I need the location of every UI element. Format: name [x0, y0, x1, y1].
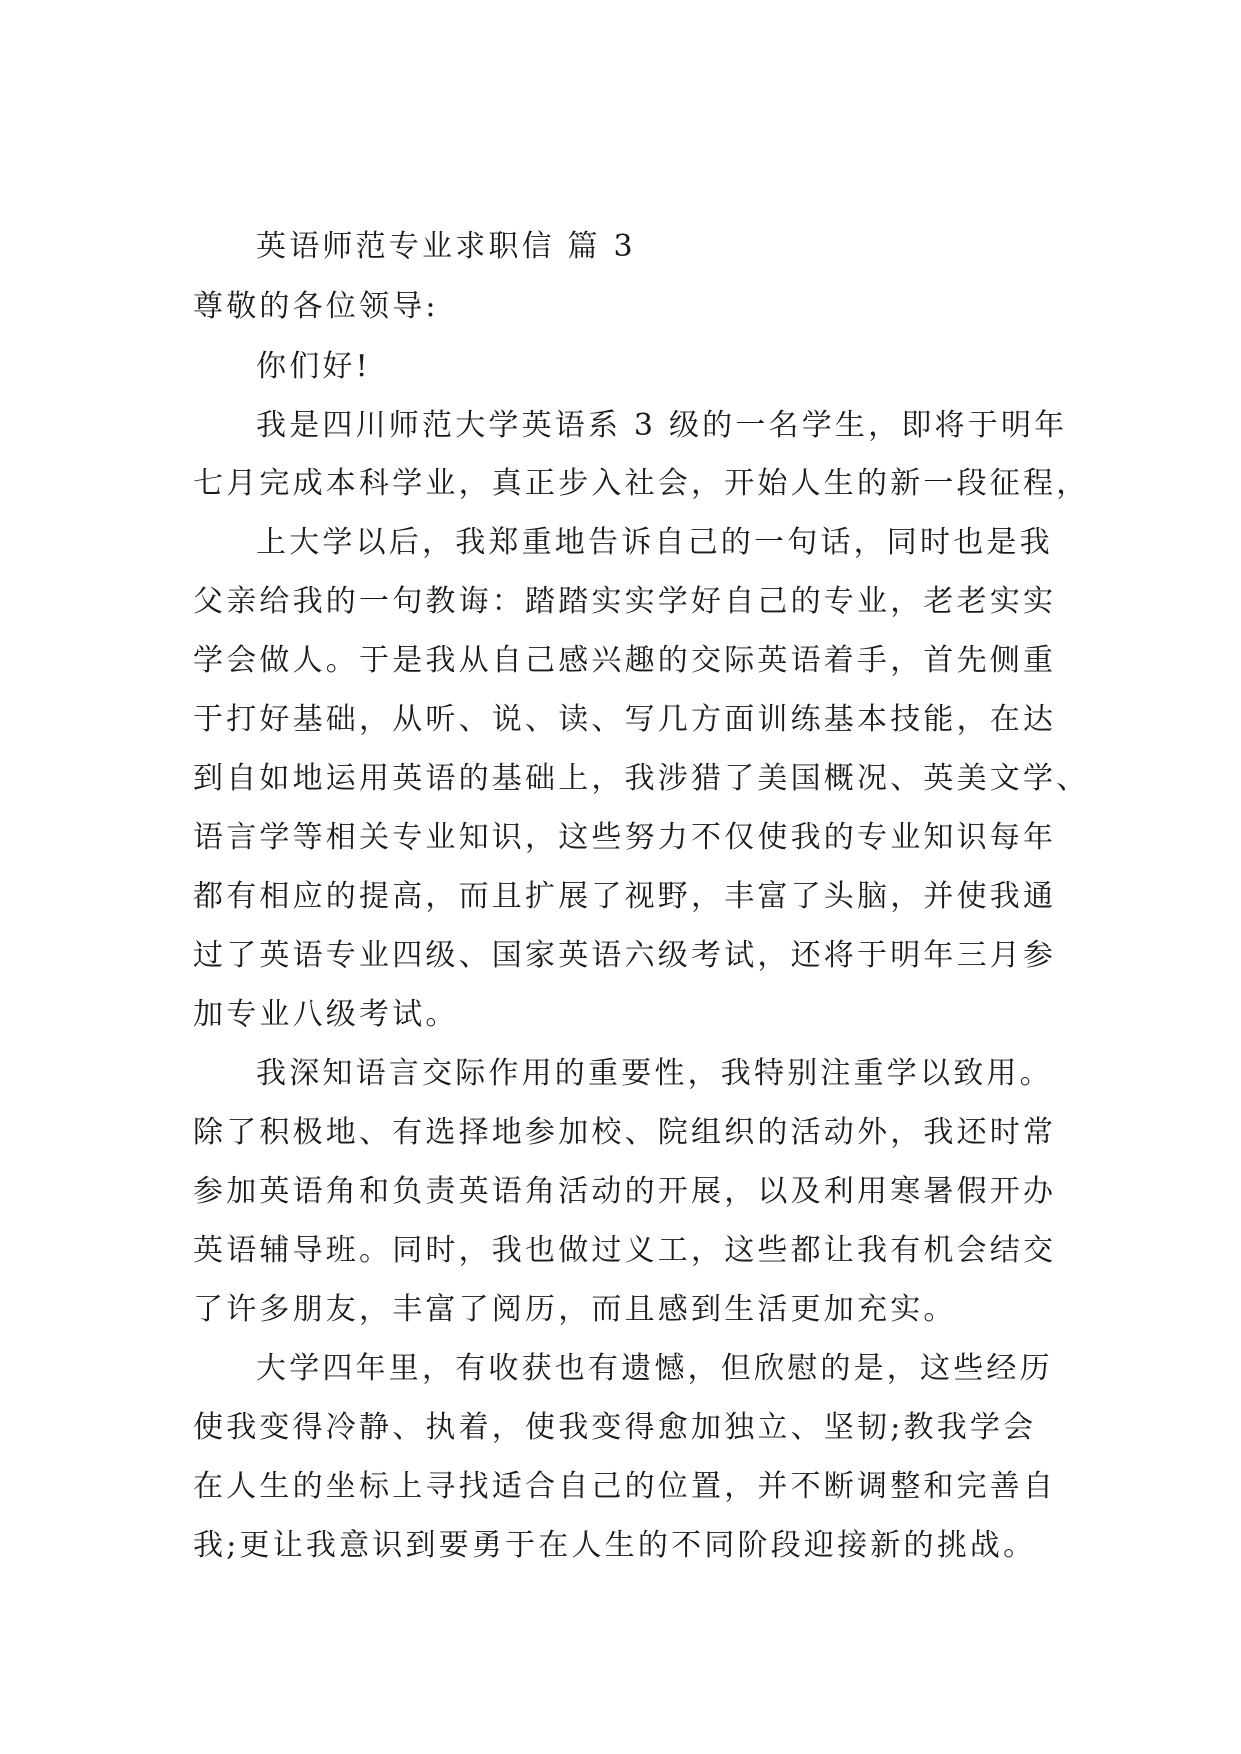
body-line: 七月完成本科学业，真正步入社会，开始人生的新一段征程，	[193, 466, 1090, 501]
body-line: 上大学以后，我郑重地告诉自己的一句话，同时也是我	[256, 525, 1053, 560]
body-line: 学会做人。于是我从自己感兴趣的交际英语着手，首先侧重	[193, 643, 1057, 678]
body-line: 我是四川师范大学英语系 3 级的一名学生，即将于明年	[256, 408, 1068, 443]
body-line: 父亲给我的一句教诲：踏踏实实学好自己的专业，老老实实	[193, 584, 1057, 619]
body-line: 加专业八级考试。	[193, 997, 459, 1032]
body-line: 在人生的坐标上寻找适合自己的位置，并不断调整和完善自	[193, 1469, 1057, 1504]
body-line: 到自如地运用英语的基础上，我涉猎了美国概况、英美文学、	[193, 761, 1090, 796]
greeting: 你们好!	[256, 349, 371, 384]
body-line: 我深知语言交际作用的重要性，我特别注重学以致用。	[256, 1056, 1053, 1091]
salutation: 尊敬的各位领导:	[193, 289, 439, 324]
document-title: 英语师范专业求职信 篇 3	[256, 229, 636, 264]
body-line: 语言学等相关专业知识，这些努力不仅使我的专业知识每年	[193, 820, 1057, 855]
body-line: 都有相应的提高，而且扩展了视野，丰富了头脑，并使我通	[193, 879, 1057, 914]
body-line: 过了英语专业四级、国家英语六级考试，还将于明年三月参	[193, 938, 1057, 973]
body-line: 英语辅导班。同时，我也做过义工，这些都让我有机会结交	[193, 1233, 1057, 1268]
body-line: 了许多朋友，丰富了阅历，而且感到生活更加充实。	[193, 1292, 957, 1327]
body-line: 我;更让我意识到要勇于在人生的不同阶段迎接新的挑战。	[193, 1528, 1037, 1563]
body-line: 参加英语角和负责英语角活动的开展，以及利用寒暑假开办	[193, 1174, 1057, 1209]
body-line: 大学四年里，有收获也有遗憾，但欣慰的是，这些经历	[256, 1351, 1053, 1386]
body-line: 除了积极地、有选择地参加校、院组织的活动外，我还时常	[193, 1115, 1057, 1150]
body-line: 使我变得冷静、执着，使我变得愈加独立、坚韧;教我学会	[193, 1410, 1037, 1445]
body-line: 于打好基础，从听、说、读、写几方面训练基本技能，在达	[193, 702, 1057, 737]
